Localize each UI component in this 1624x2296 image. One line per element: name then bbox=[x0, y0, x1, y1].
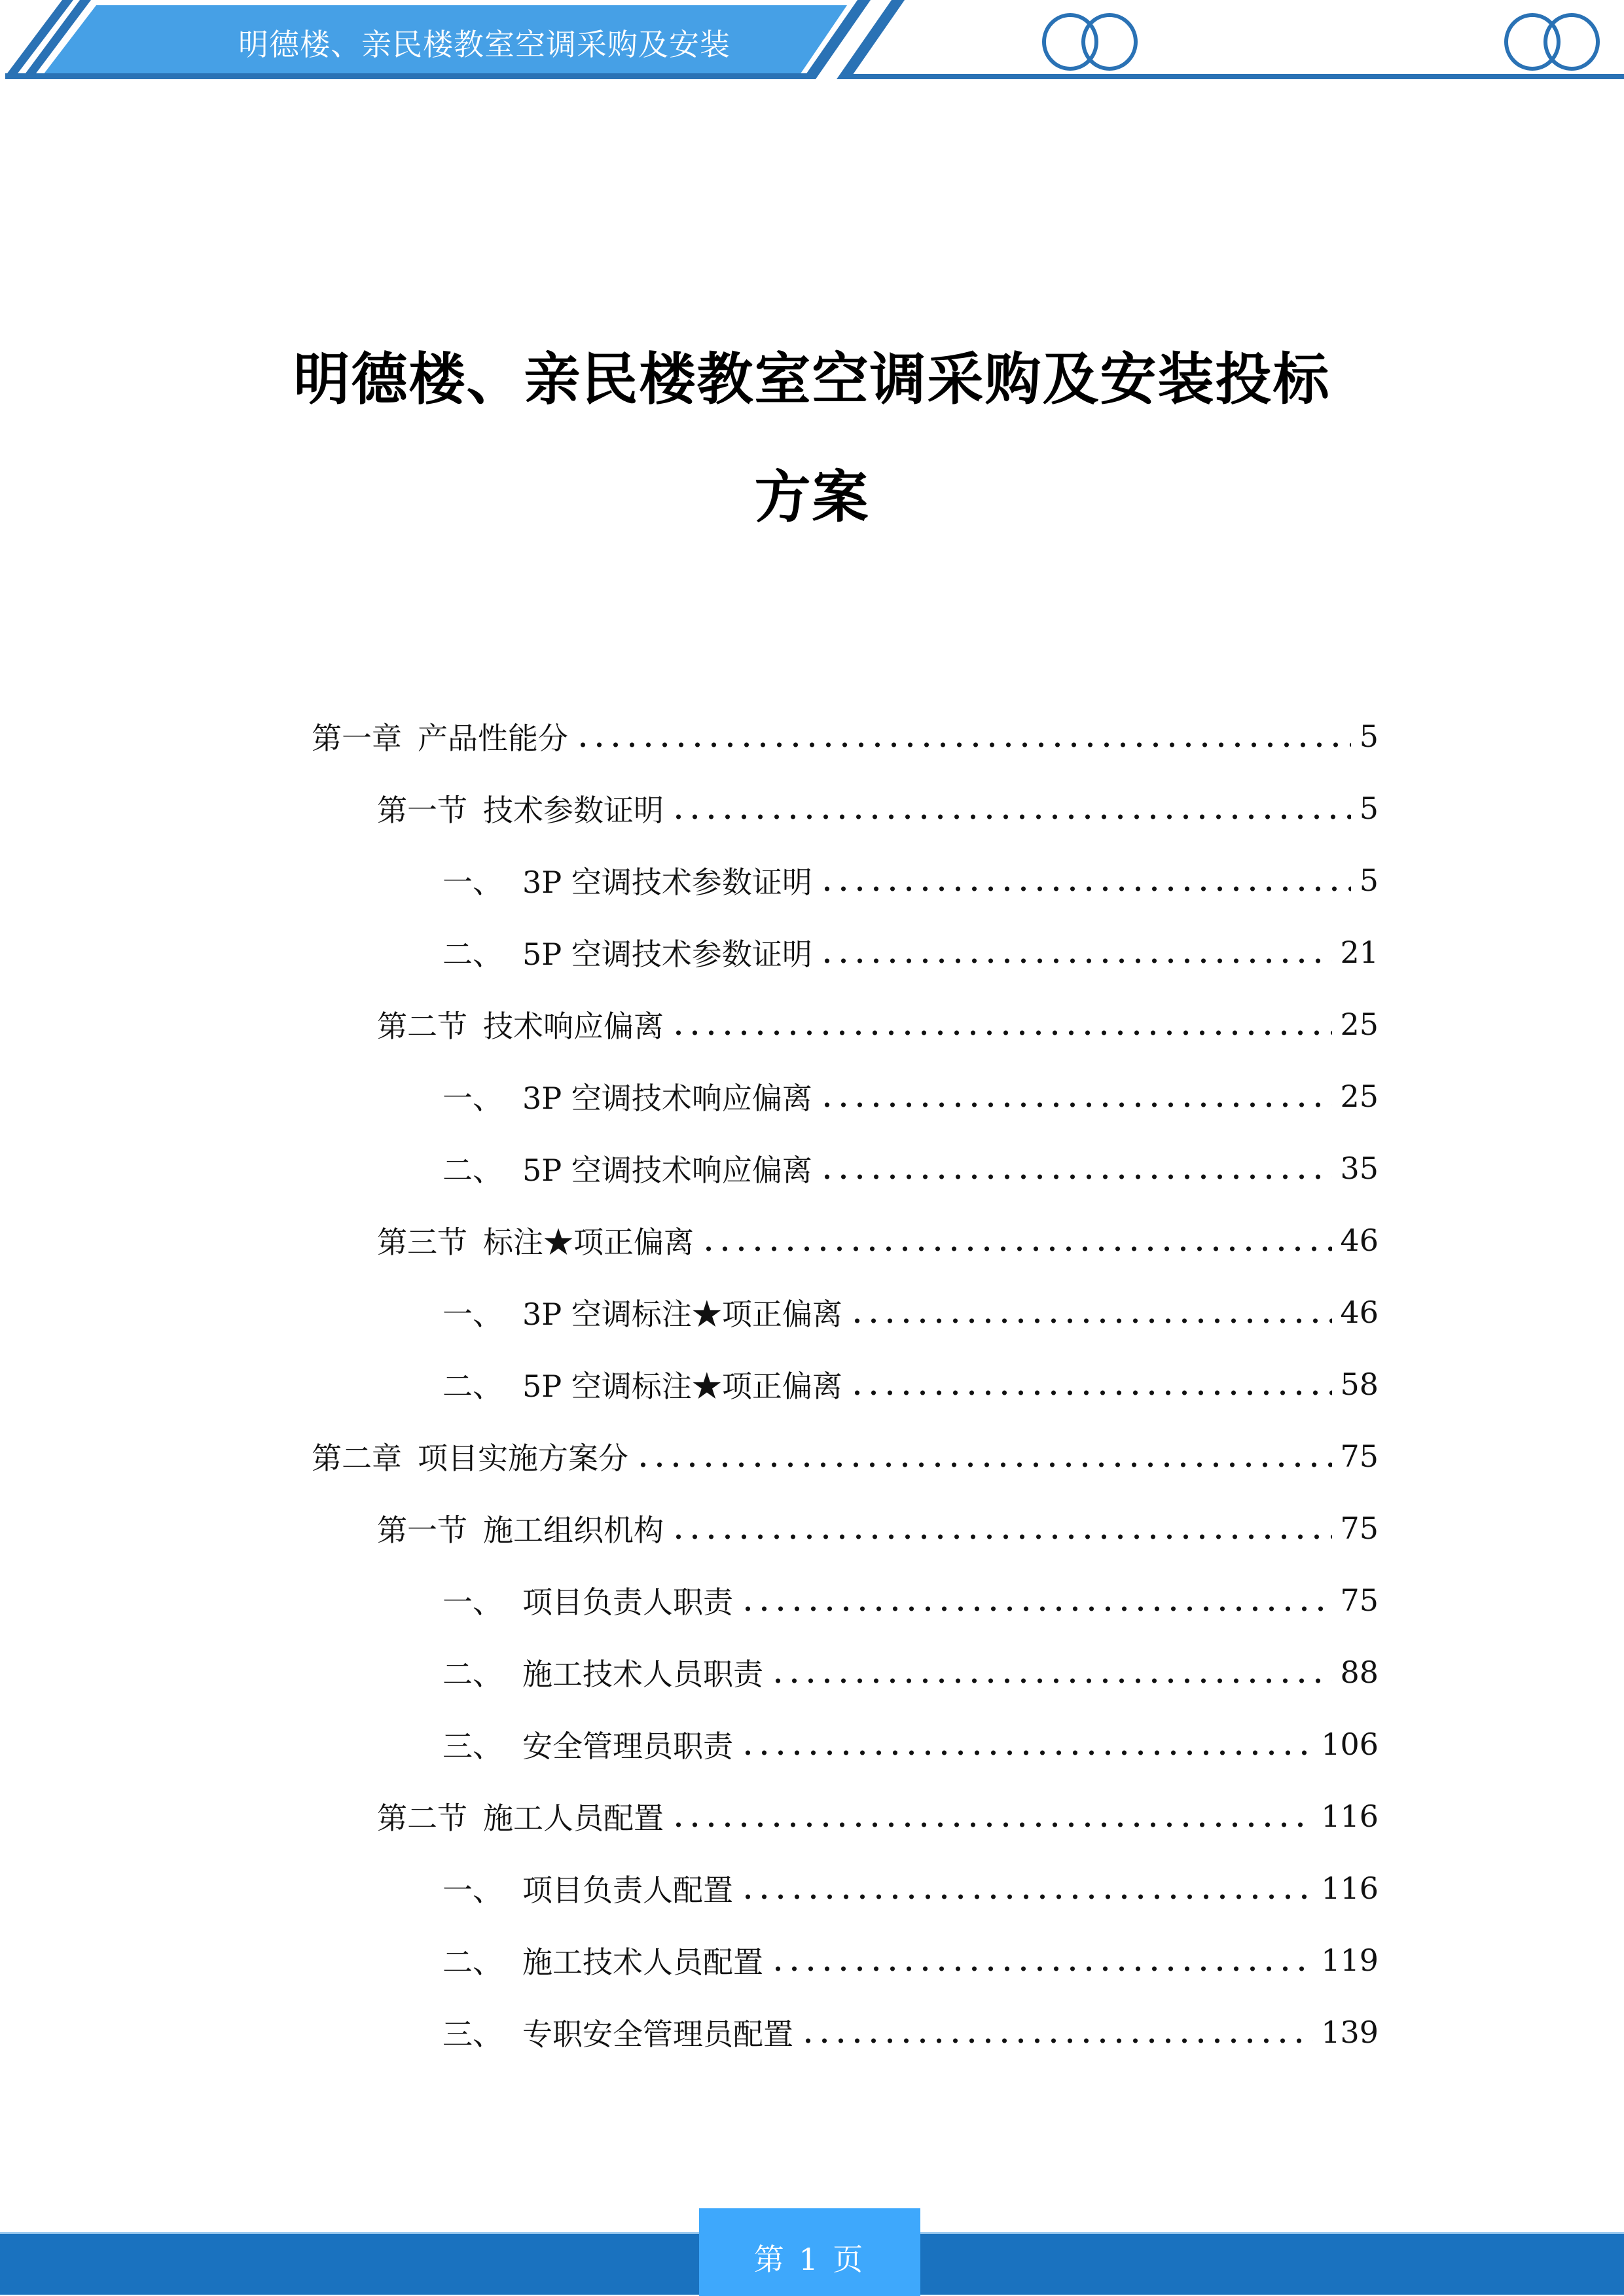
toc-entry-title: 施工技术人员职责 bbox=[522, 1657, 763, 1692]
toc-entry-page-number: 35 bbox=[1340, 1151, 1379, 1186]
toc-entry[interactable] bbox=[312, 1852, 1379, 1924]
toc-entry-title: 项目负责人职责 bbox=[522, 1585, 733, 1620]
table-of-contents bbox=[312, 700, 1379, 2068]
dot-leader bbox=[670, 1513, 1332, 1543]
toc-entry[interactable] bbox=[312, 1204, 1379, 1276]
toc-entry-page-number: 5 bbox=[1359, 863, 1379, 898]
toc-entry[interactable] bbox=[312, 1348, 1379, 1420]
toc-entry-title: 施工组织机构 bbox=[483, 1513, 664, 1548]
toc-entry-title: 3P 空调标注★项正偏离 bbox=[522, 1297, 842, 1332]
toc-entry-marker: 二、 bbox=[442, 1369, 503, 1404]
toc-entry-page-number: 5 bbox=[1359, 719, 1379, 754]
dot-leader bbox=[740, 1729, 1313, 1759]
dot-leader bbox=[849, 1297, 1333, 1327]
document-title-line-1: 明德楼、亲民楼教室空调采购及安装投标 bbox=[293, 347, 1331, 412]
toc-entry-title: 5P 空调标注★项正偏离 bbox=[522, 1369, 842, 1404]
toc-entry-page-number: 5 bbox=[1359, 791, 1379, 826]
toc-entry-page-number: 75 bbox=[1340, 1439, 1379, 1474]
toc-entry[interactable] bbox=[312, 916, 1379, 988]
page-header bbox=[0, 0, 1624, 85]
toc-entry-page-number: 75 bbox=[1340, 1511, 1379, 1546]
rings-icon bbox=[1495, 12, 1613, 72]
toc-entry-page-number: 139 bbox=[1321, 2015, 1379, 2050]
toc-entry-marker: 一、 bbox=[442, 1585, 503, 1620]
dot-leader bbox=[635, 1441, 1332, 1471]
toc-entry-marker: 一、 bbox=[442, 1873, 503, 1908]
toc-entry-title: 项目负责人配置 bbox=[522, 1873, 733, 1908]
toc-entry-marker: 二、 bbox=[442, 1153, 503, 1188]
toc-entry[interactable] bbox=[312, 844, 1379, 916]
dot-leader bbox=[849, 1369, 1333, 1399]
page-number-label: 第 1 页 bbox=[753, 2242, 866, 2277]
toc-entry-title: 施工技术人员配置 bbox=[522, 1945, 763, 1980]
toc-entry-title: 标注★项正偏离 bbox=[483, 1225, 694, 1260]
toc-entry-page-number: 21 bbox=[1340, 935, 1379, 970]
toc-entry-title: 专职安全管理员配置 bbox=[522, 2017, 793, 2052]
dot-leader bbox=[819, 1081, 1333, 1111]
dot-leader bbox=[819, 1153, 1333, 1183]
dot-leader bbox=[819, 937, 1333, 967]
dot-leader bbox=[800, 2017, 1313, 2047]
toc-entry[interactable] bbox=[312, 700, 1379, 772]
toc-entry-title: 施工人员配置 bbox=[483, 1801, 664, 1836]
toc-entry-page-number: 25 bbox=[1340, 1079, 1379, 1114]
toc-entry-marker: 二、 bbox=[442, 1945, 503, 1980]
toc-entry-page-number: 116 bbox=[1321, 1871, 1379, 1906]
toc-entry[interactable] bbox=[312, 1492, 1379, 1564]
toc-entry-marker: 第二节 bbox=[377, 1801, 467, 1836]
dot-leader bbox=[770, 1657, 1332, 1687]
toc-entry[interactable] bbox=[312, 1132, 1379, 1204]
dot-leader bbox=[740, 1585, 1332, 1615]
toc-entry[interactable] bbox=[312, 1564, 1379, 1636]
toc-entry-title: 5P 空调技术响应偏离 bbox=[522, 1153, 812, 1188]
toc-entry-marker: 第二章 bbox=[312, 1441, 402, 1476]
toc-entry[interactable] bbox=[312, 1780, 1379, 1852]
toc-entry-page-number: 119 bbox=[1321, 1943, 1379, 1978]
toc-entry-marker: 三、 bbox=[442, 1729, 503, 1764]
toc-entry-page-number: 116 bbox=[1321, 1799, 1379, 1834]
toc-entry-marker: 一、 bbox=[442, 865, 503, 900]
toc-entry-marker: 第三节 bbox=[377, 1225, 467, 1260]
dot-leader bbox=[700, 1225, 1332, 1255]
toc-entry[interactable] bbox=[312, 1276, 1379, 1348]
dot-leader bbox=[819, 865, 1351, 895]
page-number-tab bbox=[699, 2208, 920, 2296]
toc-entry[interactable] bbox=[312, 772, 1379, 844]
toc-entry[interactable] bbox=[312, 1060, 1379, 1132]
toc-entry[interactable] bbox=[312, 1636, 1379, 1708]
toc-entry[interactable] bbox=[312, 1420, 1379, 1492]
toc-entry-marker: 二、 bbox=[442, 1657, 503, 1692]
toc-entry-page-number: 75 bbox=[1340, 1583, 1379, 1618]
header-title: 明德楼、亲民楼教室空调采购及安装 bbox=[238, 27, 731, 62]
dot-leader bbox=[670, 1009, 1332, 1039]
toc-entry[interactable] bbox=[312, 1708, 1379, 1780]
dot-leader bbox=[670, 1801, 1313, 1831]
toc-entry-marker: 一、 bbox=[442, 1297, 503, 1332]
toc-entry-marker: 第一章 bbox=[312, 721, 402, 756]
toc-entry-title: 产品性能分 bbox=[418, 721, 568, 756]
dot-leader bbox=[770, 1945, 1313, 1975]
toc-entry[interactable] bbox=[312, 988, 1379, 1060]
toc-entry-page-number: 106 bbox=[1321, 1727, 1379, 1762]
toc-entry-marker: 第二节 bbox=[377, 1009, 467, 1044]
toc-entry-marker: 三、 bbox=[442, 2017, 503, 2052]
toc-entry-page-number: 46 bbox=[1340, 1223, 1379, 1258]
dot-leader bbox=[575, 721, 1351, 751]
toc-entry-title: 项目实施方案分 bbox=[418, 1441, 628, 1476]
toc-entry-title: 技术参数证明 bbox=[483, 793, 664, 828]
toc-entry-marker: 一、 bbox=[442, 1081, 503, 1116]
toc-entry-page-number: 58 bbox=[1340, 1367, 1379, 1402]
toc-entry-title: 3P 空调技术响应偏离 bbox=[522, 1081, 812, 1116]
toc-entry-title: 技术响应偏离 bbox=[483, 1009, 664, 1044]
toc-entry-page-number: 46 bbox=[1340, 1295, 1379, 1330]
dot-leader bbox=[670, 793, 1351, 823]
toc-entry-title: 安全管理员职责 bbox=[522, 1729, 733, 1764]
toc-entry-marker: 第一节 bbox=[377, 793, 467, 828]
toc-entry[interactable] bbox=[312, 1996, 1379, 2068]
document-title-line-2: 方案 bbox=[754, 465, 870, 530]
toc-entry-title: 3P 空调技术参数证明 bbox=[522, 865, 812, 900]
toc-entry-marker: 第一节 bbox=[377, 1513, 467, 1548]
toc-entry-page-number: 88 bbox=[1340, 1655, 1379, 1690]
toc-entry-marker: 二、 bbox=[442, 937, 503, 972]
toc-entry-page-number: 25 bbox=[1340, 1007, 1379, 1042]
toc-entry[interactable] bbox=[312, 1924, 1379, 1996]
toc-entry-title: 5P 空调技术参数证明 bbox=[522, 937, 812, 972]
rings-icon bbox=[1033, 12, 1151, 72]
dot-leader bbox=[740, 1873, 1313, 1903]
